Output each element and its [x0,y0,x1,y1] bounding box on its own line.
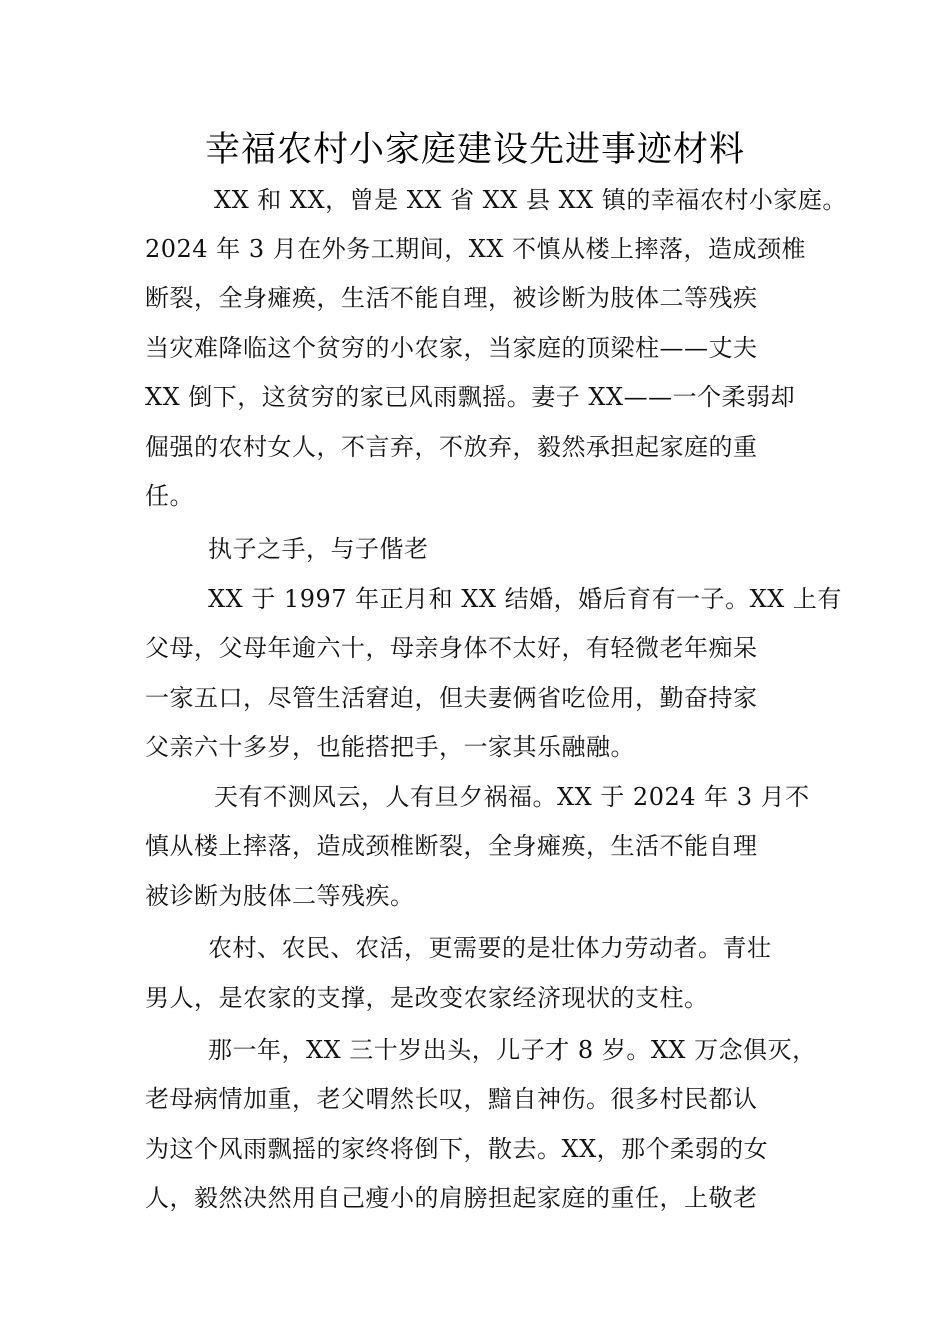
paragraph-line: 一家五口，尽管生活窘迫，但夫妻俩省吃俭用，勤奋持家 [145,684,758,712]
paragraph-line: 人，毅然决然用自己瘦小的肩膀担起家庭的重任，上敬老 [145,1184,758,1212]
paragraph-line: 为这个风雨飘摇的家终将倒下，散去。XX，那个柔弱的女 [145,1135,769,1163]
paragraph-line: 男人，是农家的支撑，是改变农家经济现状的支柱。 [145,984,709,1012]
paragraph-line: 父母，父母年逾六十，母亲身体不太好，有轻微老年痴呆 [145,634,758,662]
paragraph-line: 天有不测风云，人有旦夕祸福。XX 于 2024 年 3 月不 [214,783,810,811]
paragraph-line: 老母病情加重，老父喟然长叹，黯自神伤。很多村民都认 [145,1085,758,1113]
paragraph-line: 农村、农民、农活，更需要的是壮体力劳动者。青壮 [208,934,772,962]
paragraph-line: 那一年，XX 三十岁出头，儿子才 8 岁。XX 万念俱灭， [208,1036,817,1064]
paragraph-line: 断裂，全身瘫痪，生活不能自理，被诊断为肢体二等残疾 [145,284,758,312]
paragraph-line: 2024 年 3 月在外务工期间，XX 不慎从楼上摔落，造成颈椎 [145,235,807,263]
paragraph-line: XX 于 1997 年正月和 XX 结婚，婚后育有一子。XX 上有 [208,585,842,613]
paragraph-line: 任。 [145,482,194,510]
paragraph-line: 被诊断为肢体二等残疾。 [145,882,415,910]
paragraph-line: 慎从楼上摔落，造成颈椎断裂，全身瘫痪，生活不能自理 [145,832,758,860]
paragraph-line: 当灾难降临这个贫穷的小农家，当家庭的顶梁柱——丈夫 [145,334,758,362]
paragraph-line: 倔强的农村女人，不言弃，不放弃，毅然承担起家庭的重 [145,433,758,461]
section-heading: 执子之手，与子偕老 [208,535,429,563]
paragraph-line: XX 倒下，这贫穷的家已风雨飘摇。妻子 XX——一个柔弱却 [145,383,796,411]
paragraph-line: XX 和 XX，曾是 XX 省 XX 县 XX 镇的幸福农村小家庭。 [214,186,847,214]
paragraph-line: 父亲六十多岁，也能搭把手，一家其乐融融。 [145,733,635,761]
document-title: 幸福农村小家庭建设先进事迹材料 [204,130,745,170]
